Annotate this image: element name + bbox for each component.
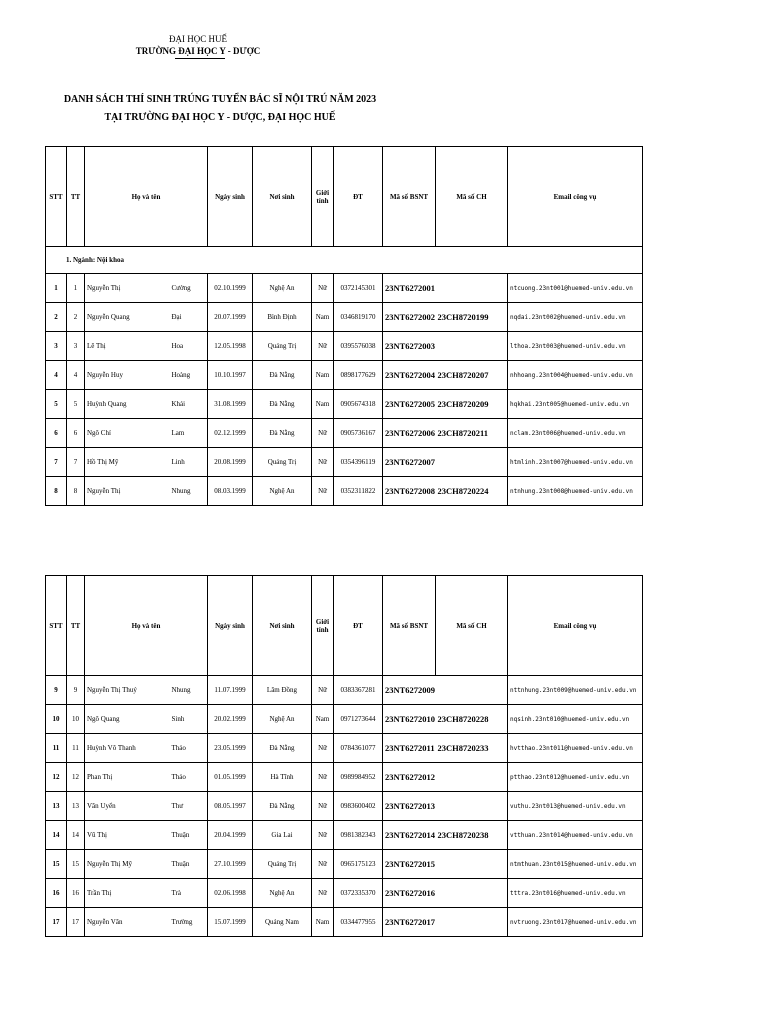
row-tt: 10 (67, 705, 85, 734)
row-surname: Huỳnh Quang (85, 390, 170, 419)
row-birthplace: Nghệ An (253, 274, 312, 303)
row-gender: Nam (312, 908, 334, 937)
row-dob: 12.05.1998 (208, 332, 253, 361)
row-ch-code: 23CH8720207 (436, 361, 508, 390)
row-phone: 0383367281 (334, 676, 383, 705)
row-dob: 02.10.1999 (208, 274, 253, 303)
row-dob: 20.04.1999 (208, 821, 253, 850)
row-surname: Lê Thị (85, 332, 170, 361)
row-dob: 20.07.1999 (208, 303, 253, 332)
row-stt: 4 (46, 361, 67, 390)
row-gender: Nữ (312, 850, 334, 879)
row-stt: 11 (46, 734, 67, 763)
row-gender: Nữ (312, 676, 334, 705)
row-birthplace: Lâm Đồng (253, 676, 312, 705)
row-gender: Nữ (312, 419, 334, 448)
row-email: ntcuong.23nt001@huemed-univ.edu.vn (508, 274, 643, 303)
row-tt: 14 (67, 821, 85, 850)
row-given-name: Nhung (170, 676, 208, 705)
row-given-name: Thảo (170, 734, 208, 763)
row-ch-code (436, 908, 508, 937)
col-phone: ĐT (334, 576, 383, 676)
row-tt: 12 (67, 763, 85, 792)
row-given-name: Khải (170, 390, 208, 419)
col-name: Họ và tên (85, 576, 208, 676)
row-given-name: Nhung (170, 477, 208, 506)
row-birthplace: Bình Định (253, 303, 312, 332)
row-phone: 0965175123 (334, 850, 383, 879)
row-stt: 9 (46, 676, 67, 705)
row-birthplace: Đà Nẵng (253, 419, 312, 448)
row-dob: 31.08.1999 (208, 390, 253, 419)
row-dob: 02.12.1999 (208, 419, 253, 448)
row-stt: 3 (46, 332, 67, 361)
row-dob: 15.07.1999 (208, 908, 253, 937)
row-stt: 2 (46, 303, 67, 332)
row-birthplace: Đà Nẵng (253, 361, 312, 390)
row-stt: 14 (46, 821, 67, 850)
row-ch-code: 23CH8720199 (436, 303, 508, 332)
row-phone: 0905674318 (334, 390, 383, 419)
row-email: vuthu.23nt013@huemed-univ.edu.vn (508, 792, 643, 821)
row-ch-code (436, 274, 508, 303)
header-underline (175, 58, 225, 59)
table-row (46, 821, 643, 850)
row-bsnt-code: 23NT6272016 (383, 879, 436, 908)
col-gender: Giới tính (312, 147, 334, 247)
table-row (46, 792, 643, 821)
document-title: DANH SÁCH THÍ SINH TRÚNG TUYỂN BÁC SĨ NỘI TRÚ NĂM 2023 (63, 94, 377, 105)
table-row (46, 274, 643, 303)
row-ch-code (436, 879, 508, 908)
row-gender: Nữ (312, 448, 334, 477)
row-email: vtthuan.23nt014@huemed-univ.edu.vn (508, 821, 643, 850)
row-given-name: Cường (170, 274, 208, 303)
row-gender: Nữ (312, 274, 334, 303)
university-name: ĐẠI HỌC HUẾ (169, 34, 227, 44)
row-ch-code (436, 448, 508, 477)
row-surname: Nguyễn Huy (85, 361, 170, 390)
row-surname: Nguyễn Thị (85, 274, 170, 303)
table-row (46, 763, 643, 792)
col-ch: Mã số CH (436, 576, 508, 676)
school-name: TRƯỜNG ĐẠI HỌC Y - DƯỢC (135, 46, 261, 56)
col-birthplace: Nơi sinh (253, 147, 312, 247)
row-tt: 4 (67, 361, 85, 390)
row-given-name: Linh (170, 448, 208, 477)
row-tt: 1 (67, 274, 85, 303)
table-row (46, 448, 643, 477)
row-tt: 5 (67, 390, 85, 419)
row-tt: 11 (67, 734, 85, 763)
row-surname: Nguyễn Thị Thuý (85, 676, 170, 705)
row-surname: Phan Thị (85, 763, 170, 792)
table-header-row (46, 576, 643, 676)
row-dob: 20.02.1999 (208, 705, 253, 734)
row-gender: Nữ (312, 332, 334, 361)
row-dob: 02.06.1998 (208, 879, 253, 908)
row-gender: Nữ (312, 821, 334, 850)
row-ch-code: 23CH8720211 (436, 419, 508, 448)
row-bsnt-code: 23NT6272005 (383, 390, 436, 419)
row-surname: Nguyễn Văn (85, 908, 170, 937)
row-birthplace: Đà Nẵng (253, 390, 312, 419)
row-given-name: Thư (170, 792, 208, 821)
row-surname: Văn Uyển (85, 792, 170, 821)
row-gender: Nam (312, 390, 334, 419)
row-surname: Ngô Quang (85, 705, 170, 734)
col-birthplace: Nơi sinh (253, 576, 312, 676)
row-given-name: Trà (170, 879, 208, 908)
row-phone: 0971273644 (334, 705, 383, 734)
row-gender: Nữ (312, 879, 334, 908)
row-ch-code (436, 792, 508, 821)
col-bsnt: Mã số BSNT (383, 147, 436, 247)
col-dob: Ngày sinh (208, 576, 253, 676)
row-birthplace: Đà Nẵng (253, 792, 312, 821)
row-gender: Nam (312, 361, 334, 390)
col-name: Họ và tên (85, 147, 208, 247)
row-bsnt-code: 23NT6272010 (383, 705, 436, 734)
table-row (46, 908, 643, 937)
table-row (46, 734, 643, 763)
table-row (46, 419, 643, 448)
table-row (46, 303, 643, 332)
row-phone: 0395576038 (334, 332, 383, 361)
row-birthplace: Quảng Nam (253, 908, 312, 937)
row-ch-code (436, 676, 508, 705)
row-gender: Nữ (312, 477, 334, 506)
row-surname: Vũ Thị (85, 821, 170, 850)
row-bsnt-code: 23NT6272014 (383, 821, 436, 850)
table-row (46, 676, 643, 705)
table-row (46, 705, 643, 734)
row-bsnt-code: 23NT6272015 (383, 850, 436, 879)
row-birthplace: Nghệ An (253, 879, 312, 908)
row-email: tttra.23nt016@huemed-univ.edu.vn (508, 879, 643, 908)
row-phone: 0354396119 (334, 448, 383, 477)
row-surname: Ngô Chí (85, 419, 170, 448)
section-title: 1. Ngành: Nội khoa (46, 247, 643, 274)
row-birthplace: Quảng Trị (253, 332, 312, 361)
row-bsnt-code: 23NT6272002 (383, 303, 436, 332)
row-tt: 9 (67, 676, 85, 705)
row-stt: 12 (46, 763, 67, 792)
row-dob: 23.05.1999 (208, 734, 253, 763)
row-phone: 0372145301 (334, 274, 383, 303)
row-ch-code: 23CH8720233 (436, 734, 508, 763)
row-email: nqdai.23nt002@huemed-univ.edu.vn (508, 303, 643, 332)
row-birthplace: Đà Nẵng (253, 734, 312, 763)
row-birthplace: Nghệ An (253, 705, 312, 734)
table-row (46, 332, 643, 361)
col-ch: Mã số CH (436, 147, 508, 247)
col-tt: TT (67, 147, 85, 247)
row-ch-code (436, 850, 508, 879)
row-phone: 0989984952 (334, 763, 383, 792)
row-email: nclam.23nt006@huemed-univ.edu.vn (508, 419, 643, 448)
row-bsnt-code: 23NT6272011 (383, 734, 436, 763)
candidate-table-page2 (45, 575, 643, 937)
row-email: ptthao.23nt012@huemed-univ.edu.vn (508, 763, 643, 792)
row-bsnt-code: 23NT6272017 (383, 908, 436, 937)
col-dob: Ngày sinh (208, 147, 253, 247)
col-stt: STT (46, 147, 67, 247)
row-ch-code: 23CH8720228 (436, 705, 508, 734)
row-birthplace: Nghệ An (253, 477, 312, 506)
row-tt: 15 (67, 850, 85, 879)
row-gender: Nam (312, 303, 334, 332)
col-bsnt: Mã số BSNT (383, 576, 436, 676)
row-bsnt-code: 23NT6272004 (383, 361, 436, 390)
row-email: ntmthuan.23nt015@huemed-univ.edu.vn (508, 850, 643, 879)
col-stt: STT (46, 576, 67, 676)
row-stt: 5 (46, 390, 67, 419)
table-row (46, 477, 643, 506)
row-ch-code: 23CH8720224 (436, 477, 508, 506)
row-email: nhhoang.23nt004@huemed-univ.edu.vn (508, 361, 643, 390)
table-row (46, 879, 643, 908)
table-row (46, 361, 643, 390)
row-email: hqkhai.23nt005@huemed-univ.edu.vn (508, 390, 643, 419)
row-bsnt-code: 23NT6272007 (383, 448, 436, 477)
row-given-name: Trường (170, 908, 208, 937)
row-phone: 0352311822 (334, 477, 383, 506)
row-email: ntnhung.23nt008@huemed-univ.edu.vn (508, 477, 643, 506)
row-gender: Nữ (312, 763, 334, 792)
row-given-name: Đại (170, 303, 208, 332)
row-surname: Nguyễn Thị (85, 477, 170, 506)
row-phone: 0981382343 (334, 821, 383, 850)
row-email: hvtthao.23nt011@huemed-univ.edu.vn (508, 734, 643, 763)
row-email: lthoa.23nt003@huemed-univ.edu.vn (508, 332, 643, 361)
row-tt: 3 (67, 332, 85, 361)
row-tt: 6 (67, 419, 85, 448)
table-row (46, 390, 643, 419)
row-gender: Nữ (312, 792, 334, 821)
document-subtitle: TẠI TRƯỜNG ĐẠI HỌC Y - DƯỢC, ĐẠI HỌC HUẾ (104, 112, 336, 123)
row-email: nvtruong.23nt017@huemed-univ.edu.vn (508, 908, 643, 937)
row-tt: 2 (67, 303, 85, 332)
row-given-name: Thuận (170, 821, 208, 850)
row-bsnt-code: 23NT6272003 (383, 332, 436, 361)
row-dob: 11.07.1999 (208, 676, 253, 705)
row-given-name: Lam (170, 419, 208, 448)
row-ch-code (436, 763, 508, 792)
row-dob: 01.05.1999 (208, 763, 253, 792)
row-ch-code (436, 332, 508, 361)
col-email: Email công vụ (508, 147, 643, 247)
row-given-name: Hoàng (170, 361, 208, 390)
row-gender: Nam (312, 705, 334, 734)
row-birthplace: Gia Lai (253, 821, 312, 850)
table-header-row (46, 147, 643, 247)
row-stt: 6 (46, 419, 67, 448)
row-email: nttnhung.23nt009@huemed-univ.edu.vn (508, 676, 643, 705)
row-stt: 10 (46, 705, 67, 734)
row-tt: 7 (67, 448, 85, 477)
row-phone: 0784361077 (334, 734, 383, 763)
row-phone: 0334477955 (334, 908, 383, 937)
row-dob: 08.03.1999 (208, 477, 253, 506)
row-bsnt-code: 23NT6272008 (383, 477, 436, 506)
col-email: Email công vụ (508, 576, 643, 676)
row-phone: 0898177629 (334, 361, 383, 390)
col-tt: TT (67, 576, 85, 676)
row-stt: 17 (46, 908, 67, 937)
row-dob: 10.10.1997 (208, 361, 253, 390)
row-dob: 08.05.1997 (208, 792, 253, 821)
row-stt: 13 (46, 792, 67, 821)
row-surname: Nguyễn Thị Mỹ (85, 850, 170, 879)
row-tt: 8 (67, 477, 85, 506)
row-surname: Hồ Thị Mỹ (85, 448, 170, 477)
row-phone: 0983600402 (334, 792, 383, 821)
section-row (46, 247, 643, 274)
row-stt: 15 (46, 850, 67, 879)
col-gender: Giới tính (312, 576, 334, 676)
col-phone: ĐT (334, 147, 383, 247)
row-birthplace: Hà Tĩnh (253, 763, 312, 792)
row-given-name: Thảo (170, 763, 208, 792)
row-gender: Nữ (312, 734, 334, 763)
row-dob: 27.10.1999 (208, 850, 253, 879)
row-birthplace: Quảng Trị (253, 448, 312, 477)
candidate-table-page1 (45, 146, 643, 506)
row-ch-code: 23CH8720238 (436, 821, 508, 850)
row-stt: 7 (46, 448, 67, 477)
row-bsnt-code: 23NT6272013 (383, 792, 436, 821)
row-tt: 16 (67, 879, 85, 908)
row-surname: Nguyễn Quang (85, 303, 170, 332)
row-email: nqsinh.23nt010@huemed-univ.edu.vn (508, 705, 643, 734)
row-bsnt-code: 23NT6272006 (383, 419, 436, 448)
row-stt: 1 (46, 274, 67, 303)
row-surname: Huỳnh Võ Thanh (85, 734, 170, 763)
row-bsnt-code: 23NT6272001 (383, 274, 436, 303)
row-dob: 20.08.1999 (208, 448, 253, 477)
row-stt: 8 (46, 477, 67, 506)
row-bsnt-code: 23NT6272009 (383, 676, 436, 705)
row-given-name: Thuận (170, 850, 208, 879)
row-phone: 0905736167 (334, 419, 383, 448)
row-phone: 0372335370 (334, 879, 383, 908)
table-row (46, 850, 643, 879)
row-phone: 0346819170 (334, 303, 383, 332)
row-tt: 17 (67, 908, 85, 937)
row-given-name: Hoa (170, 332, 208, 361)
row-bsnt-code: 23NT6272012 (383, 763, 436, 792)
row-tt: 13 (67, 792, 85, 821)
row-stt: 16 (46, 879, 67, 908)
row-ch-code: 23CH8720209 (436, 390, 508, 419)
row-surname: Trần Thị (85, 879, 170, 908)
row-birthplace: Quảng Trị (253, 850, 312, 879)
row-given-name: Sinh (170, 705, 208, 734)
row-email: htmlinh.23nt007@huemed-univ.edu.vn (508, 448, 643, 477)
